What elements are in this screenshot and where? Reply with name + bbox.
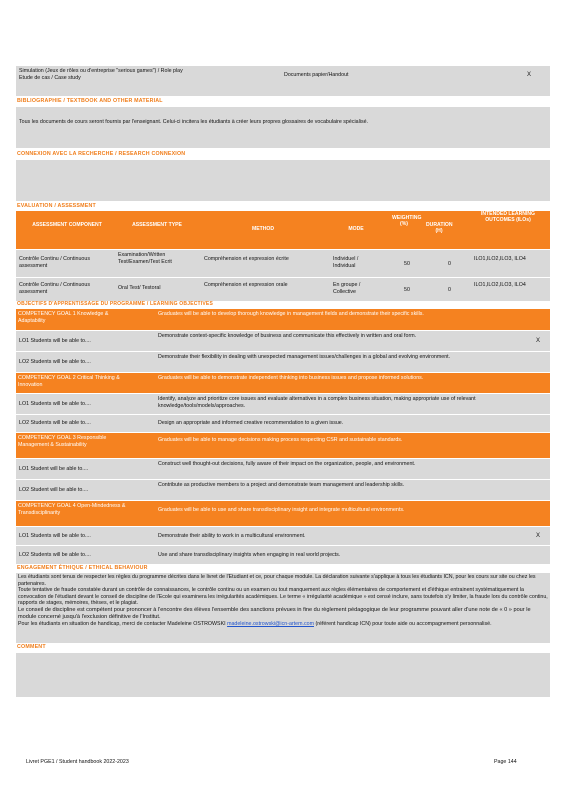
- eval-row-weight: 50: [404, 261, 410, 267]
- footer-page: Page 144: [494, 759, 517, 765]
- bibliography-box: [16, 107, 550, 148]
- footer-left: Livret PGE1 / Student handbook 2022-2023: [26, 759, 129, 765]
- eval-row-2: [16, 278, 550, 301]
- lo-text: Identify, analyze and prioritize core issues and evaluate alternatives in a complex business situation, making appropriate use of relevant knowledge/tools/models/approaches.: [158, 396, 476, 409]
- goal-head: COMPETENCY GOAL 3 Responsible Management & Sustainability: [18, 435, 107, 448]
- bibliography-title: BIBLIOGRAPHIE / TEXTBOOK AND OTHER MATERIAL: [17, 98, 163, 104]
- evaluation-title: EVALUATION / ASSESSMENT: [17, 203, 96, 209]
- goal-desc: Graduates will be able to use and share transdisciplinary insight and integrate multicultural environments.: [158, 507, 405, 513]
- research-title: CONNEXION AVEC LA RECHERCHE / RESEARCH CONNEXION: [17, 151, 186, 157]
- goal-2-header: [16, 373, 550, 393]
- lo-text: Demonstrate context-specific knowledge of business and communicate this effectively in written and oral form.: [158, 333, 417, 339]
- eval-header-mode: MODE: [348, 226, 364, 232]
- eval-row-ilos: ILO1,ILO2,ILO3, ILO4: [474, 256, 526, 262]
- ethics-handicap-text: Pour les étudiants en situation de handicap, merci de contacter Madeleine OSTROWSKI: [18, 621, 226, 628]
- eval-row-component: Contrôle Continu / Continuous assessment: [19, 282, 90, 295]
- goal-head: COMPETENCY GOAL 2 Critical Thinking & Innovation: [18, 375, 120, 388]
- eval-row-mode: Individuel / Individual: [333, 256, 359, 269]
- research-box: [16, 160, 550, 201]
- ethics-box: [16, 573, 550, 643]
- eval-row-method: Compréhension et expression orale: [204, 282, 288, 288]
- resource-x-mark: X: [527, 72, 532, 78]
- ethics-paragraph-1: Les étudiants sont tenus de respecter les règles du programme décrites dans le livret de l'Etudiant et ce, pour chaque module. La déclaration suivante s'applique à tous les étudiants ICN, pour les cours sur site ou chez les partenaires.: [18, 574, 536, 587]
- lo-label: LO2 Students will be able to....: [19, 552, 91, 558]
- lo-label: LO2 Students will be able to....: [19, 359, 91, 365]
- eval-header-duration: DURATION (H): [426, 222, 453, 235]
- ethics-paragraph-2: Toute tentative de fraude constatée durant un contrôle de connaissances, le contrôle continu ou un examen ou tout manquement aux règles élémentaires de comportement et d'éthique entrainent systématiquement la convocation de l'étudiant devant le conseil de discipline de l'Ecole qui examinera les irrégularités académiques. Le terme « irrégularité académique » est censé inclure, sans toutefois s'y limiter, la fraude lors du contrôle continu, rapports de stages, mémoires, thèses, et le plagiat.: [18, 587, 548, 607]
- resource-simulation: [19, 68, 259, 81]
- lo-label: LO2 Students will be able to....: [19, 420, 91, 426]
- eval-row-method: Compréhension et expression écrite: [204, 256, 289, 262]
- lo-text: Design an appropriate and informed creative recommendation to a given issue.: [158, 420, 344, 426]
- lo-label: LO2 Student will be able to....: [19, 487, 89, 493]
- lo-label: LO1 Students will be able to....: [19, 533, 91, 539]
- eval-row-type: Examination/Written Test/Examen/Test Ecrit: [118, 252, 172, 265]
- goal-4-lo1: [16, 527, 550, 545]
- goal-2-lo2: [16, 415, 550, 432]
- eval-row-duration: 0: [448, 261, 451, 267]
- goal-head: COMPETENCY GOAL 4 Open-Mindedness & Transdisciplinarity: [18, 503, 126, 516]
- comment-box: [16, 653, 550, 697]
- ethics-email-link[interactable]: madeleine.ostrowski@icn-artem.com: [227, 621, 314, 628]
- goal-1-lo1: [16, 331, 550, 351]
- eval-header-method: METHOD: [251, 226, 275, 232]
- eval-row-ilos: ILO1,ILO2,ILO3, ILO4: [474, 282, 526, 288]
- goal-3-lo1: [16, 459, 550, 479]
- eval-row-weight: 50: [404, 287, 410, 293]
- lo-x-mark: X: [536, 338, 541, 344]
- eval-row-1: [16, 250, 550, 277]
- resource-documents: Documents papier/Handout: [284, 72, 349, 78]
- goal-4-lo2: [16, 546, 550, 564]
- eval-header-component: ASSESSMENT COMPONENT: [32, 222, 102, 228]
- lo-text: Demonstrate their flexibility in dealing with unexpected management issues/challenges in a global and evolving environment.: [158, 354, 451, 360]
- goal-desc: Graduates will be able to develop thorough knowledge in management fields and demonstrate their specific skills.: [158, 311, 424, 317]
- eval-header-type: ASSESSMENT TYPE: [132, 222, 182, 228]
- ethics-handicap-text-end: (référent handicap ICN) pour toute aide ou accompagnement personnalisé.: [315, 621, 492, 628]
- ethics-paragraph-4: [18, 621, 548, 628]
- lo-text: Demonstrate their ability to work in a multicultural environment.: [158, 533, 306, 539]
- top-resources-row: [16, 66, 550, 96]
- ethics-paragraph-3: Le conseil de discipline est compétent pour prononcer à l'encontre des élèves l'ensemble des sanctions prévues in fine du règlement pédagogique de leur programme pouvant aller d'une note de « 0 » pour le module concerné jusqu'à l'exclusion définitive de l'Institut.: [18, 607, 531, 621]
- eval-row-component: Contrôle Continu / Continuous assessment: [19, 256, 90, 269]
- eval-row-mode: En groupe / Collective: [333, 282, 361, 295]
- lo-x-mark: X: [536, 533, 541, 539]
- lo-label: LO1 Student will be able to....: [19, 466, 89, 472]
- goal-1-lo2: [16, 352, 550, 372]
- goal-3-lo2: [16, 480, 550, 500]
- eval-header-ilos: INTENDED LEARNING OUTCOMES (ILOs): [480, 211, 536, 224]
- eval-header-weight: WEIGHTING (%): [392, 215, 422, 228]
- bibliography-text: Tous les documents de cours seront fournis par l'enseignant. Celui-ci incitera les étudiants à créer leurs propres glossaires de vocabulaire spécialisé.: [19, 119, 369, 125]
- eval-row-type: Oral Test/ Testoral: [118, 285, 161, 291]
- goal-desc: Graduates will be able to manage decisions making process respecting CSR and sustainable standards.: [158, 437, 403, 443]
- ethics-title: ENGAGEMENT ÉTHIQUE / ETHICAL BEHAVIOUR: [17, 565, 148, 571]
- comment-title: COMMENT: [17, 644, 46, 650]
- goal-3-header: [16, 433, 550, 458]
- goal-desc: Graduates will be able to demonstrate independent thinking into business issues and propose informed solutions.: [158, 375, 424, 381]
- goal-2-lo1: [16, 394, 550, 414]
- goal-head: COMPETENCY GOAL 1 Knowledge & Adaptability: [18, 311, 109, 324]
- ethics-text: [18, 574, 548, 628]
- lo-text: Construct well thought-out decisions, fully aware of their impact on the organization, people, and environment.: [158, 461, 416, 467]
- goal-1-header: [16, 309, 550, 330]
- lo-label: LO1 Students will be able to....: [19, 401, 91, 407]
- objectives-title: OBJECTIFS D'APPRENTISSAGE DU PROGRAMME / LEARNING OBJECTIVES: [17, 301, 213, 307]
- lo-text: Contribute as productive members to a project and demonstrate team management and leadership skills.: [158, 482, 405, 488]
- evaluation-header: [16, 211, 550, 249]
- eval-row-duration: 0: [448, 287, 451, 293]
- goal-4-header: [16, 501, 550, 526]
- lo-label: LO1 Students will be able to....: [19, 338, 91, 344]
- resource-line-1: Simulation (Jeux de rôles ou d'entreprise "serious games") / Role play: [19, 68, 183, 74]
- resource-line-2: Etude de cas / Case study: [19, 74, 81, 81]
- lo-text: Use and share transdisciplinary insights when engaging in real world projects.: [158, 552, 341, 558]
